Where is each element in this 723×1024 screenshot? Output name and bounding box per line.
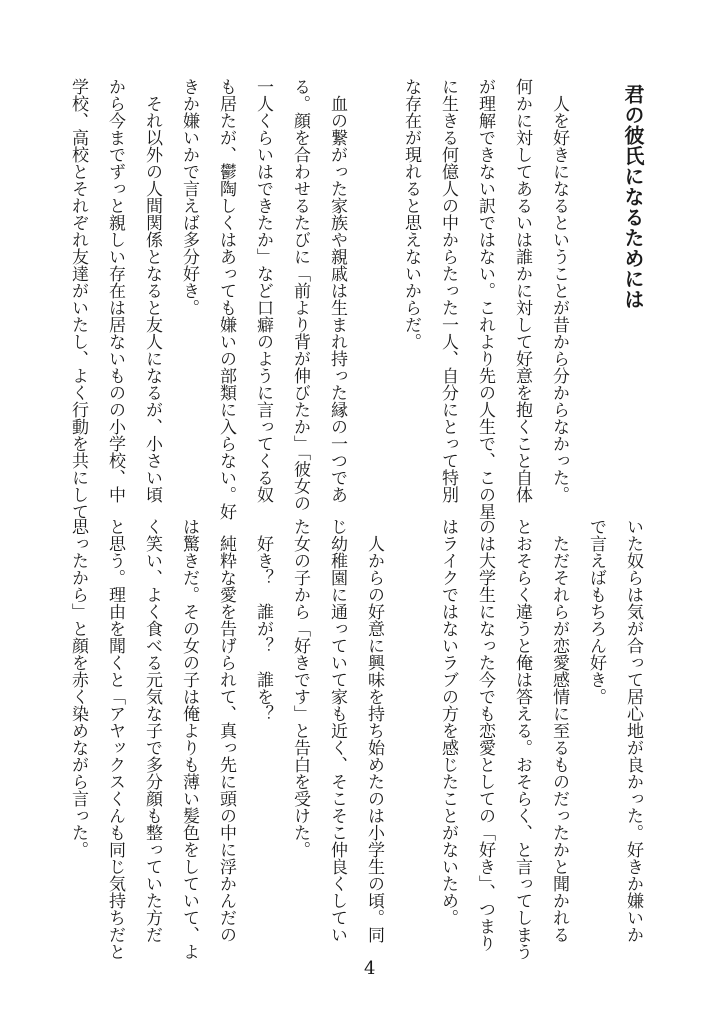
text-line: のは大学生になった今でも恋愛としての「好き」、つまり (475, 518, 495, 952)
text-line: た女の子から「好きです」と告白を受けた。 (290, 518, 310, 858)
text-line: に生きる何億人の中からたった一人、自分にとって特別 (438, 78, 458, 503)
text-line: で言えばもちろん好き。 (586, 518, 606, 705)
text-line: る。顔を合わせるたびに「前より背が伸びたか」「彼女の (290, 78, 310, 512)
text-line: とおそらく違うと俺は答える。おそらく、と言ってしまう (512, 518, 532, 960)
text-line: 一人くらいはできたか」など口癖のように言ってくる奴 (253, 78, 273, 503)
text-line: が理解できない訳ではない。これより先の人生で、この星 (475, 78, 495, 520)
text-line: な存在が現れると思えないからだ。 (401, 78, 421, 350)
text-line: から今までずっと親しい存在は居ないものの小学校、中 (105, 78, 125, 503)
text-line: は驚きだ。その女の子は俺よりも薄い髪色をしていて、よ (179, 518, 199, 960)
text-line: いた奴らは気が合って居心地が良かった。好きか嫌いか (623, 518, 643, 943)
text-line: 思ったから」と顔を赤く染めながら言った。 (68, 518, 88, 858)
text-line: はライクではないラブの方を感じたことがないため。 (438, 518, 458, 926)
text-line: 血の繋がった家族や親戚は生まれ持った縁の一つであ (327, 78, 347, 503)
text-line: 人からの好意に興味を持ち始めたのは小学生の頃。同 (364, 518, 384, 943)
text-line: きか嫌いかで言えば多分好き。 (179, 78, 199, 316)
text-line: 何かに対してあるいは誰かに対して好意を抱くこと自体 (512, 78, 532, 503)
text-line: と思う。理由を聞くと「アヤックスくんも同じ気持ちだと (105, 518, 125, 960)
text-line (392, 518, 429, 948)
text-block-top (59, 78, 651, 520)
text-line: 好き？ 誰が？ 誰を？ (253, 518, 273, 722)
page-number: 4 (364, 958, 376, 979)
text-line: 学校、高校とそれぞれ友達がいたし、よく行動を共にして (68, 78, 88, 520)
chapter-title: 君の彼氏になるためには (621, 84, 645, 310)
text-line: じ幼稚園に通っていて家も近く、そこそこ仲良くしてい (327, 518, 347, 943)
text-line: く笑い、よく食べる元気な子で多分顔も整っていた方だ (142, 518, 162, 943)
text-block-bottom (59, 518, 651, 960)
text-line: も居たが、鬱陶しくはあっても嫌いの部類に入らない。好 (216, 78, 236, 520)
text-line: 純粋な愛を告げられて、真っ先に頭の中に浮かんだの (216, 518, 236, 943)
text-line: ただそれらが恋愛感情に至るものだったかと聞かれる (549, 518, 569, 943)
text-line: 人を好きになるということが昔から分からなかった。 (549, 78, 569, 503)
text-line (355, 78, 392, 508)
text-line: それ以外の人間関係となると友人になるが、小さい頃 (142, 78, 162, 503)
text-line (577, 78, 614, 508)
